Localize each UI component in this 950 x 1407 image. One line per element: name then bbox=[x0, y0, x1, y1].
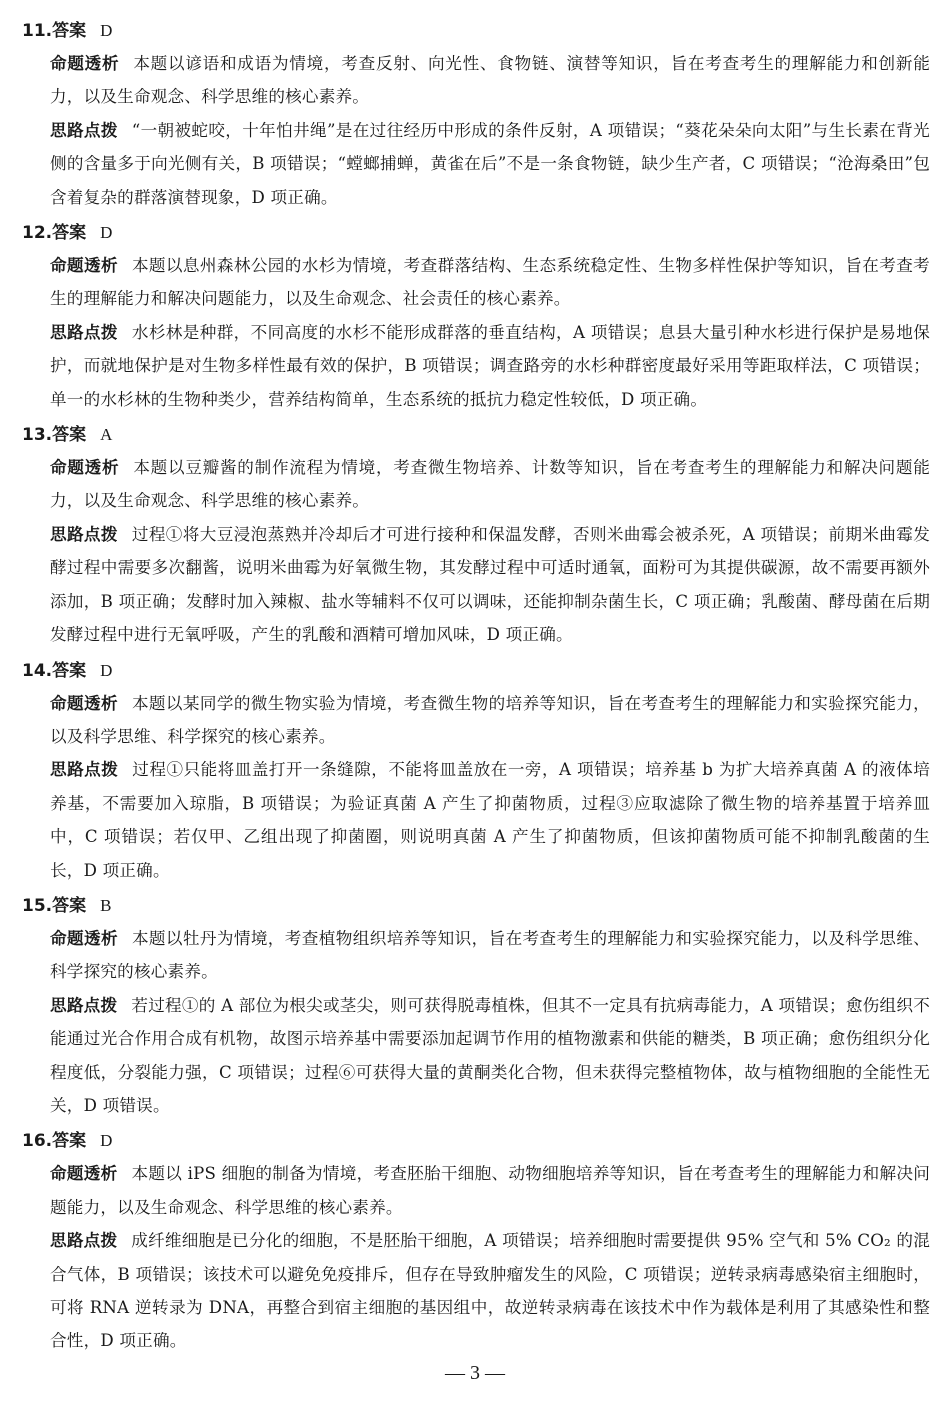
reasoning-text: 过程①将大豆浸泡蒸熟并冷却后才可进行接种和保温发酵，否则米曲霉会被杀死，A 项错误；前期米曲霉发酵过程中需要多次翻酱，说明米曲霉为好氧微生物，其发酵过程中可适时通氧，面粉可为其提供碳源，故不需要再额外添加，B 项正确；发酵时加入辣椒、盐水等辅料不仅可以调味，还能抑制杂菌生长，C 项正确；乳酸菌、酵母菌在后期发酵过程中进行无氧呼吸，产生的乳酸和酒精可增加风味，D 项正确。 bbox=[50, 524, 930, 645]
reasoning-paragraph bbox=[50, 989, 930, 1123]
answer-line bbox=[22, 14, 930, 47]
analysis-paragraph bbox=[50, 451, 930, 518]
analysis-paragraph bbox=[50, 687, 930, 754]
reasoning-text: 若过程①的 A 部位为根尖或茎尖，则可获得脱毒植株，但其不一定具有抗病毒能力，A 项错误；愈伤组织不能通过光合作用合成有机物，故图示培养基中需要添加起调节作用的植物激素和供能的糖类，B 项正确；愈伤组织分化程度低，分裂能力强，C 项错误；过程⑥可获得大量的黄酮类化合物，但未获得完整植物体，故与植物细胞的全能性无关，D 项错误。 bbox=[50, 995, 930, 1115]
reasoning-text: 过程①只能将皿盖打开一条缝隙，不能将皿盖放在一旁，A 项错误；培养基 b 为扩大培养真菌 A 的液体培养基，不需要加入琼脂，B 项错误；为验证真菌 A 产生了抑菌物质，过程③应取滤除了微生物的培养基置于培养皿中，C 项错误；若仅甲、乙组出现了抑菌圈，则说明真菌 A 产生了抑菌物质，但该抑菌物质可能不抑制乳酸菌的生长，D 项正确。 bbox=[50, 760, 930, 880]
analysis-label: 命题透析 bbox=[50, 458, 120, 478]
reasoning-label: 思路点拨 bbox=[50, 322, 118, 342]
reasoning-paragraph bbox=[50, 753, 930, 887]
analysis-paragraph bbox=[50, 922, 930, 989]
page-number: — 3 — bbox=[445, 1362, 505, 1384]
analysis-label: 命题透析 bbox=[50, 1164, 118, 1184]
reasoning-label: 思路点拨 bbox=[50, 524, 118, 544]
analysis-paragraph bbox=[50, 249, 930, 316]
answer-line bbox=[22, 889, 930, 922]
answer-line bbox=[22, 1124, 930, 1157]
answer-line bbox=[22, 654, 930, 687]
reasoning-label: 思路点拨 bbox=[50, 120, 118, 140]
reasoning-label: 思路点拨 bbox=[50, 995, 118, 1015]
analysis-label: 命题透析 bbox=[50, 54, 120, 73]
reasoning-text: 水杉林是种群，不同高度的水杉不能形成群落的垂直结构，A 项错误；息县大量引种水杉进行保护是易地保护，而就地保护是对生物多样性最有效的保护，B 项错误；调查路旁的水杉种群密度最好采用等距取样法，C 项错误；单一的水杉林的生物种类少，营养结构简单，生态系统的抵抗力稳定性较低，D 项正确。 bbox=[50, 322, 930, 409]
reasoning-paragraph bbox=[50, 1224, 930, 1358]
analysis-text: 本题以 iPS 细胞的制备为情境，考查胚胎干细胞、动物细胞培养等知识，旨在考查考生的理解能力和解决问题能力，以及生命观念、科学思维的核心素养。 bbox=[50, 1164, 930, 1217]
analysis-text: 本题以豆瓣酱的制作流程为情境，考查微生物培养、计数等知识，旨在考查考生的理解能力和解决问题能力，以及生命观念、科学思维的核心素养。 bbox=[50, 458, 930, 511]
question-12 bbox=[22, 216, 930, 416]
analysis-label: 命题透析 bbox=[50, 928, 118, 948]
answer-label: 答案 bbox=[52, 425, 87, 446]
analysis-text: 本题以息州森林公园的水杉为情境，考查群落结构、生态系统稳定性、生物多样性保护等知识，旨在考查考生的理解能力和解决问题能力，以及生命观念、社会责任的核心素养。 bbox=[50, 256, 930, 309]
analysis-text: 本题以牡丹为情境，考查植物组织培养等知识，旨在考查考生的理解能力和实验探究能力，以及科学思维、科学探究的核心素养。 bbox=[50, 928, 930, 982]
answer-line bbox=[22, 216, 930, 249]
question-16 bbox=[22, 1124, 930, 1357]
reasoning-label: 思路点拨 bbox=[50, 760, 119, 780]
answer-value: D bbox=[100, 223, 113, 243]
question-14 bbox=[22, 654, 930, 887]
analysis-text: 本题以某同学的微生物实验为情境，考查微生物的培养等知识，旨在考查考生的理解能力和实验探究能力，以及科学思维、科学探究的核心素养。 bbox=[50, 693, 930, 746]
answer-page bbox=[22, 14, 930, 1360]
analysis-label: 命题透析 bbox=[50, 693, 118, 713]
reasoning-paragraph bbox=[50, 518, 930, 652]
answer-value: D bbox=[100, 660, 113, 680]
answer-label: 答案 bbox=[52, 1131, 87, 1152]
question-number: 16. bbox=[22, 1131, 53, 1152]
reasoning-label: 思路点拨 bbox=[50, 1231, 118, 1251]
answer-value: B bbox=[100, 895, 112, 915]
question-13 bbox=[22, 418, 930, 651]
reasoning-paragraph bbox=[50, 316, 930, 416]
answer-label: 答案 bbox=[52, 895, 87, 916]
question-number: 11. bbox=[22, 21, 53, 41]
question-number: 13. bbox=[22, 425, 53, 446]
answer-label: 答案 bbox=[52, 223, 87, 244]
question-number: 12. bbox=[22, 223, 53, 244]
question-number: 15. bbox=[22, 895, 53, 916]
analysis-label: 命题透析 bbox=[50, 256, 118, 276]
question-11 bbox=[22, 14, 930, 214]
answer-value: A bbox=[100, 425, 113, 445]
answer-value: D bbox=[100, 1131, 113, 1151]
reasoning-text: “一朝被蛇咬，十年怕井绳”是在过往经历中形成的条件反射，A 项错误；“葵花朵朵向太阳”与生长素在背光侧的含量多于向光侧有关，B 项错误；“螳螂捕蝉，黄雀在后”不是一条食物链，缺少生产者，C 项错误；“沧海桑田”包含着复杂的群落演替现象，D 项正确。 bbox=[50, 120, 930, 207]
question-number: 14. bbox=[22, 660, 53, 681]
analysis-paragraph bbox=[50, 1157, 930, 1224]
reasoning-paragraph bbox=[50, 114, 930, 214]
question-15 bbox=[22, 889, 930, 1122]
analysis-text: 本题以谚语和成语为情境，考查反射、向光性、食物链、演替等知识，旨在考查考生的理解能力和创新能力，以及生命观念、科学思维的核心素养。 bbox=[50, 54, 930, 107]
analysis-paragraph bbox=[50, 47, 930, 114]
answer-label: 答案 bbox=[52, 21, 87, 41]
reasoning-text: 成纤维细胞是已分化的细胞，不是胚胎干细胞，A 项错误；培养细胞时需要提供 95% 空气和 5% CO₂ 的混合气体，B 项错误；该技术可以避免免疫排斥，但存在导致肿瘤发生的风险，C 项错误；逆转录病毒感染宿主细胞时，可将 RNA 逆转录为 DNA，再整合到宿主细胞的基因组中，故逆转录病毒在该技术中作为载体是利用了其感染性和整合性，D 项正确。 bbox=[50, 1231, 930, 1351]
answer-label: 答案 bbox=[52, 660, 87, 681]
answer-line bbox=[22, 418, 930, 451]
answer-value: D bbox=[100, 21, 113, 40]
